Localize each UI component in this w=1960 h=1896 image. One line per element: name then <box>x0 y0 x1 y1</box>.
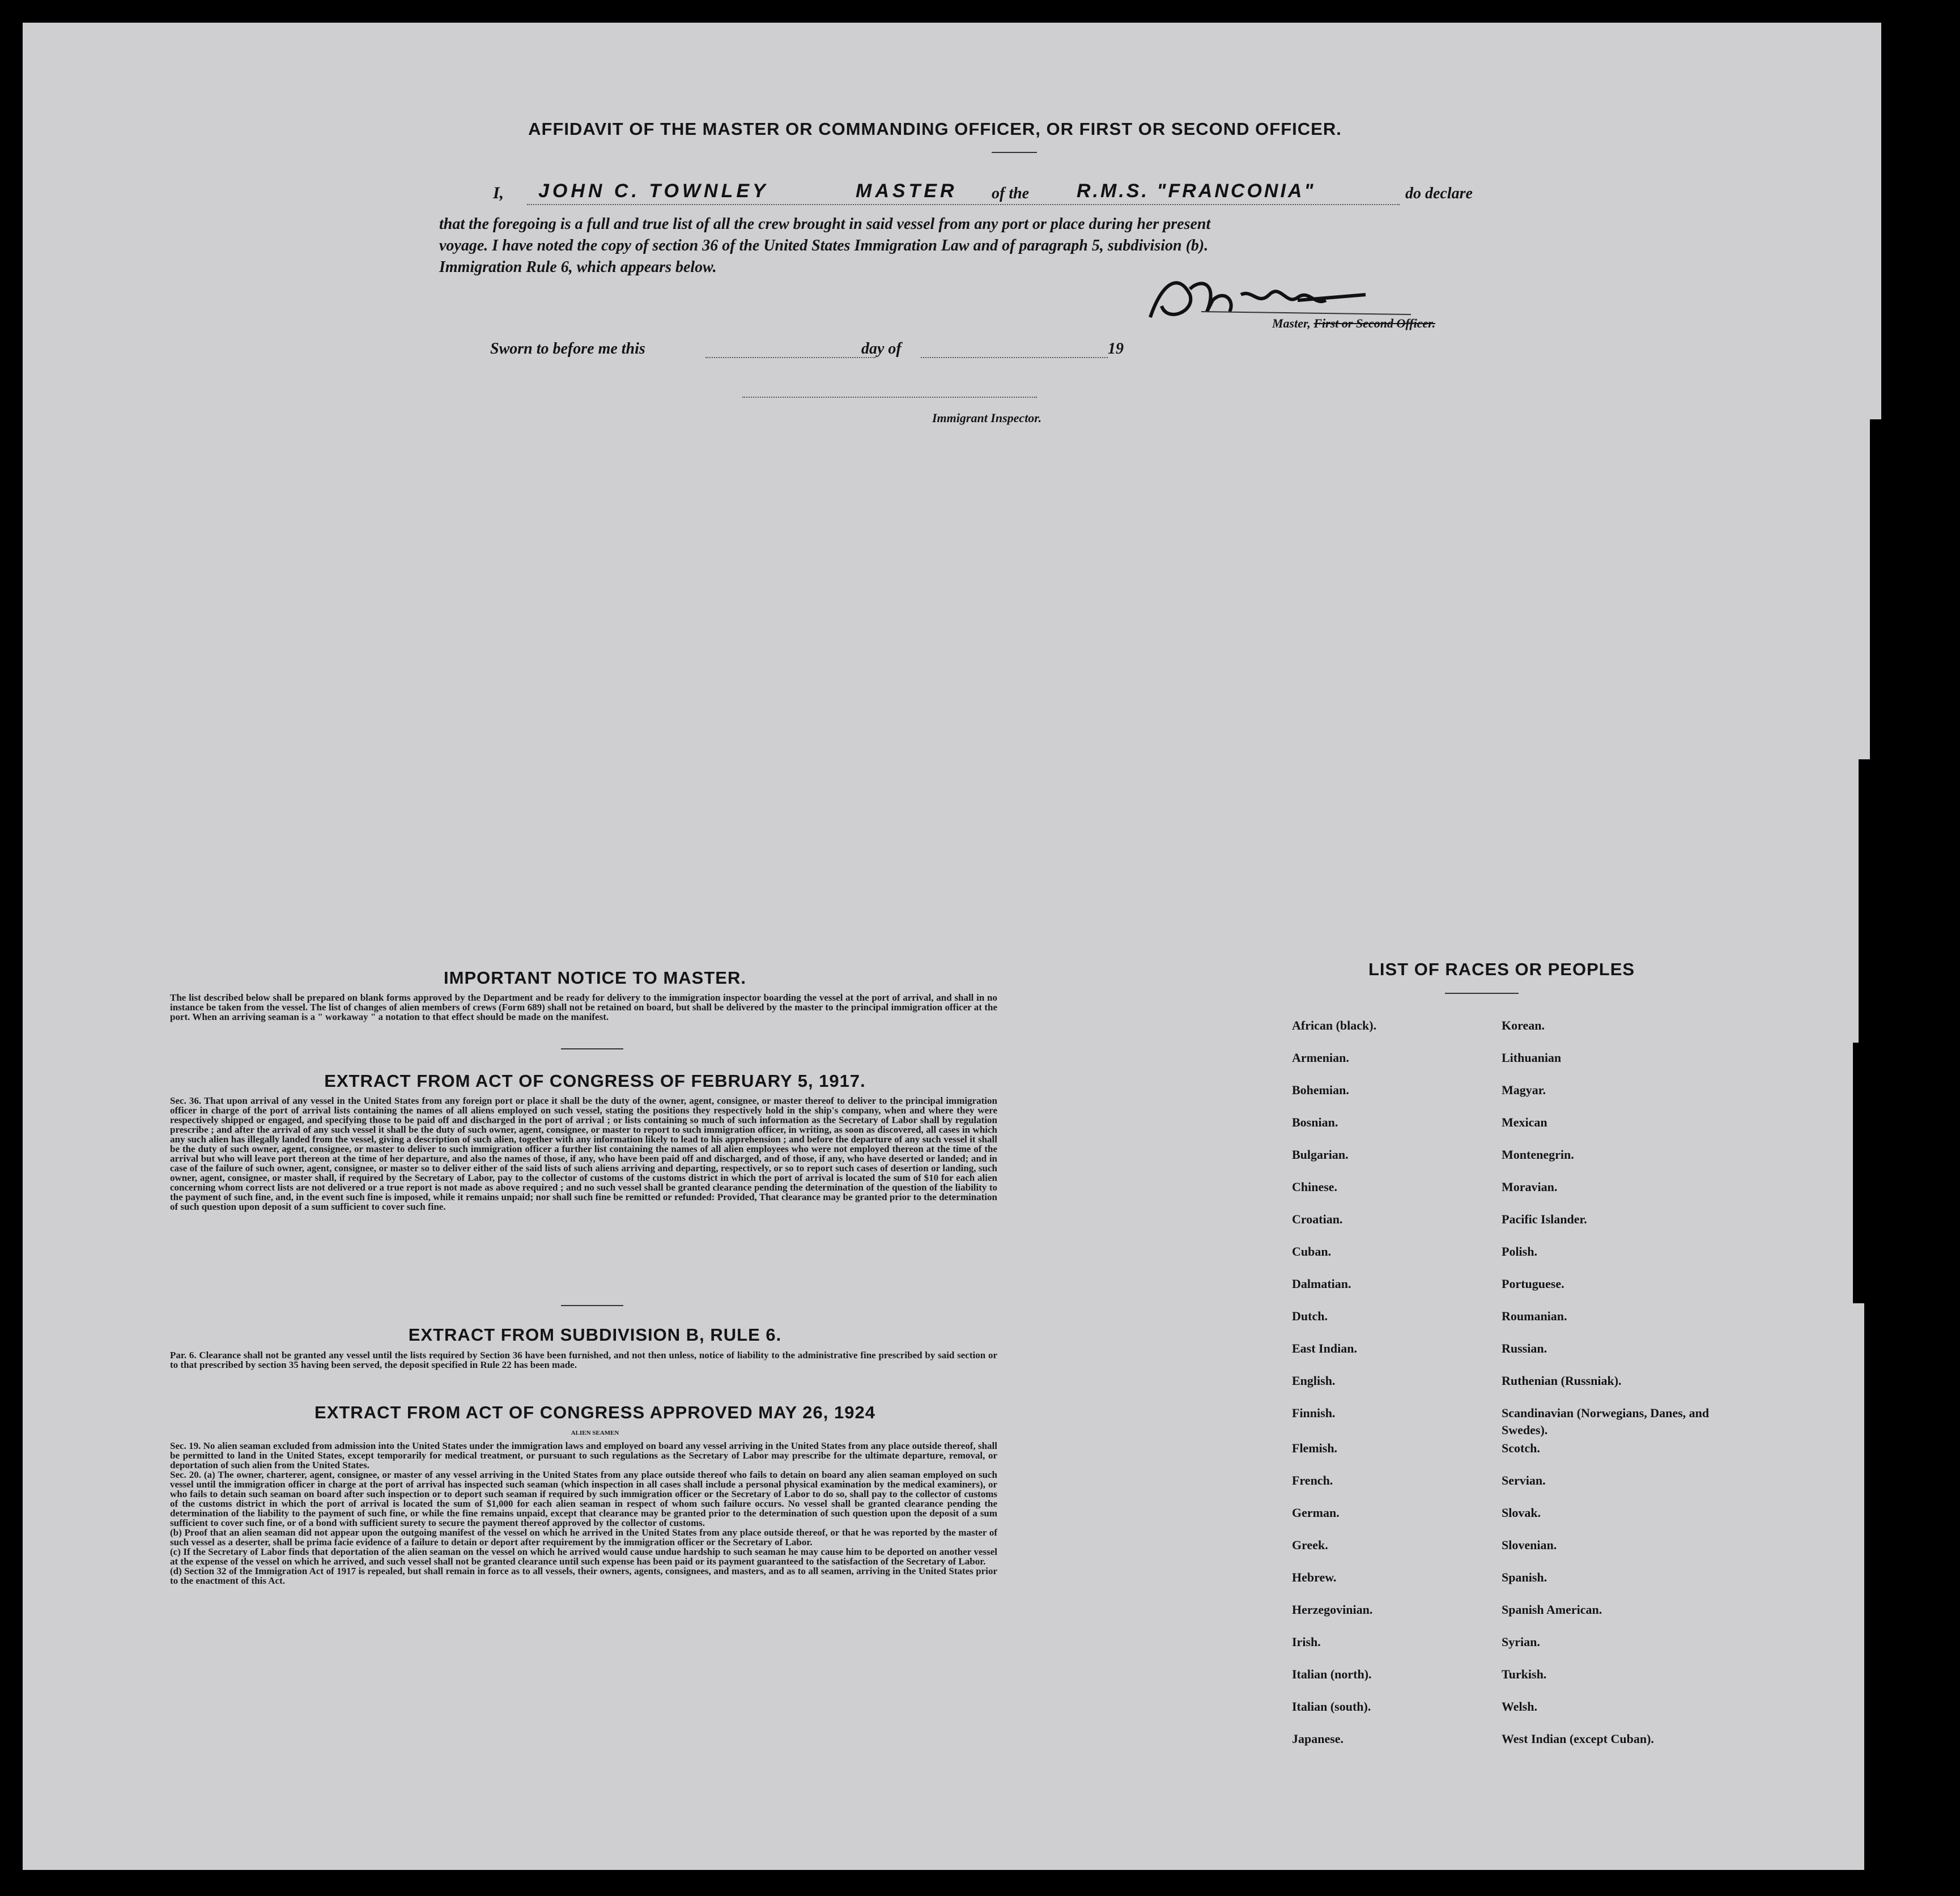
divider <box>1445 993 1519 994</box>
edge-piece <box>1853 23 1881 419</box>
sec20c-text: (c) If the Secretary of Labor finds that deportation of the alien seaman on the vessel on which he arrived would cause undue hardship to such seaman he may cause him to be deported on another vessel at the expense of the vessel on which he arrived, and such vessel shall not be granted clearance until such expense has been paid or its payment guaranteed to the satisfaction of the Secretary of Labor. <box>170 1546 997 1567</box>
master-caption: Master, <box>1272 316 1311 330</box>
race-item: Pacific Islander. <box>1502 1212 1587 1226</box>
race-item: Dutch. <box>1292 1309 1328 1323</box>
race-item: Syrian. <box>1502 1635 1540 1649</box>
sworn-label: Sworn to before me this <box>490 340 645 358</box>
races-left-column <box>1292 1017 1496 1763</box>
race-item: Mexican <box>1502 1115 1547 1129</box>
race-item: Magyar. <box>1502 1083 1546 1097</box>
sec20d-text: (d) Section 32 of the Immigration Act of 1917 is repealed, but shall remain in force as to all vessels, their owners, agents, consignees, and masters, and as to all seamen, arriving in the United States prior to the enactment of this Act. <box>170 1566 997 1586</box>
race-item: Croatian. <box>1292 1212 1343 1226</box>
inspector-signature-line <box>742 397 1037 398</box>
affidavit-heading: AFFIDAVIT OF THE MASTER OR COMMANDING OFFICER, OR FIRST OR SECOND OFFICER. <box>528 119 1342 139</box>
sec20a-text: Sec. 20. (a) The owner, charterer, agent, consignee, or master of any vessel arriving in the United States from any place outside thereof who fails to detain on board any alien seaman employed on such vessel until the immigration officer in charge at the port of arrival has inspected such seaman (which inspection in all cases shall include a personal physical examination by the medical examiners), or who fails to detain such seaman on board after such inspection or to deport such seaman if required by such immigration officer or the Secretary of Labor to do so, shall pay to the collector of customs of the customs district in which the port of arrival is located the sum of $1,000 for each alien seaman in respect of whom such failure occurs. No vessel shall be granted clearance pending the determination of the liability to the payment of such fine, or while the fine remains unpaid, except that clearance may be granted prior to the determination of such question upon the deposit of a sum sufficient to cover such fine, or of a bond with sufficient surety to secure the payment thereof approved by the collector of customs. <box>170 1469 997 1528</box>
sec20b-text: (b) Proof that an alien seaman did not appear upon the outgoing manifest of the vessel on which he arrived in the United States from any place outside thereof, or that he was reported by the master of such vessel as a deserter, shall be prima facie evidence of a failure to detain or deport after requirement by the immigration officer or the Secretary of Labor. <box>170 1527 997 1548</box>
declaration-line-1 <box>493 180 1513 209</box>
extract-1924-heading: EXTRACT FROM ACT OF CONGRESS APPROVED MAY 26, 1924 <box>314 1402 875 1422</box>
notice-heading: IMPORTANT NOTICE TO MASTER. <box>444 968 746 988</box>
declaration-line-4: Immigration Rule 6, which appears below. <box>439 258 717 276</box>
race-item: Finnish. <box>1292 1406 1336 1420</box>
race-item: Herzegovinian. <box>1292 1602 1373 1617</box>
race-item: Chinese. <box>1292 1180 1338 1194</box>
races-heading: LIST OF RACES OR PEOPLES <box>1368 959 1635 979</box>
i-word: I, <box>493 184 504 202</box>
race-item: Scotch. <box>1502 1441 1540 1455</box>
race-item: Portuguese. <box>1502 1277 1564 1291</box>
extract-1924-body <box>170 1441 997 1585</box>
race-item: Italian (north). <box>1292 1667 1372 1681</box>
race-item: Slovak. <box>1502 1506 1541 1520</box>
extract-1917-heading: EXTRACT FROM ACT OF CONGRESS OF FEBRUARY 5, 1917. <box>324 1071 866 1091</box>
day-blank <box>705 357 875 358</box>
race-item: Bohemian. <box>1292 1083 1349 1097</box>
race-item: Irish. <box>1292 1635 1321 1649</box>
race-item: Korean. <box>1502 1018 1545 1032</box>
race-item: Dalmatian. <box>1292 1277 1351 1291</box>
edge-piece <box>1853 759 1859 1043</box>
edge-piece <box>1853 1303 1864 1870</box>
year-prefix: 19 <box>1108 340 1124 358</box>
race-item: Polish. <box>1502 1244 1537 1259</box>
sec19-text: Sec. 19. No alien seaman excluded from admission into the United States under the immigration laws and employed on board any vessel arriving in the United States from any place outside thereof, shall be permitted to land in the United States, except temporarily for medical treatment, or pursuant to such regulations as the Secretary of Labor may prescribe for the ultimate departure, removal, or deportation of such alien from the United States. <box>170 1440 997 1470</box>
race-item: Cuban. <box>1292 1244 1332 1259</box>
alien-seamen-subheading: ALIEN SEAMEN <box>571 1430 619 1436</box>
race-item: Moravian. <box>1502 1180 1558 1194</box>
day-of-label: day of <box>861 340 902 358</box>
edge-piece <box>1853 419 1870 759</box>
rule6-body: Par. 6. Clearance shall not be granted any vessel until the lists required by Section 36 have been furnished, and not then unless, notice of liability to the administrative fine prescribed by said section or to that prescribed by section 35 having been served, the deposit specified in Rule 22 has been made. <box>170 1350 997 1370</box>
race-item: Turkish. <box>1502 1667 1547 1681</box>
divider <box>561 1048 623 1049</box>
month-blank <box>921 357 1108 358</box>
notice-body: The list described below shall be prepared on blank forms approved by the Department and be ready for delivery to the immigration inspector boarding the vessel at the port of arrival, and shall in no instance be taken from the vessel. The list of changes of alien members of crews (Form 689) shall not be retained on board, but shall be delivered by the master to the principal immigration officer at the port. When an arriving seaman is a " workaway " a notation to that effect should be made on the manifest. <box>170 992 997 1022</box>
race-item: Russian. <box>1502 1341 1547 1355</box>
race-item: German. <box>1292 1506 1340 1520</box>
master-title: MASTER <box>856 180 958 202</box>
divider <box>992 152 1037 153</box>
race-item: East Indian. <box>1292 1341 1357 1355</box>
race-item: Italian (south). <box>1292 1699 1371 1714</box>
race-item: Servian. <box>1502 1473 1546 1487</box>
race-item: Lithuanian <box>1502 1051 1562 1065</box>
race-item: African (black). <box>1292 1018 1377 1032</box>
race-item: Montenegrin. <box>1502 1147 1574 1162</box>
race-item: Spanish American. <box>1502 1602 1602 1617</box>
race-item: Bosnian. <box>1292 1115 1338 1129</box>
rule6-heading: EXTRACT FROM SUBDIVISION B, RULE 6. <box>408 1325 782 1345</box>
race-item: Slovenian. <box>1502 1538 1557 1552</box>
declaration-line-2: that the foregoing is a full and true list of all the crew brought in said vessel from any port or place during her present <box>439 215 1211 233</box>
race-item: Armenian. <box>1292 1051 1349 1065</box>
race-item: West Indian (except Cuban). <box>1502 1732 1654 1746</box>
race-item: Greek. <box>1292 1538 1328 1552</box>
declaration-line-3: voyage. I have noted the copy of section 36 of the United States Immigration Law and of paragraph 5, subdivision (b). <box>439 237 1209 254</box>
race-item: Welsh. <box>1502 1699 1537 1714</box>
race-item: Japanese. <box>1292 1732 1344 1746</box>
race-item: Bulgarian. <box>1292 1147 1349 1162</box>
inspector-label: Immigrant Inspector. <box>932 411 1042 425</box>
extract-1917-body: Sec. 36. That upon arrival of any vessel in the United States from any foreign port or place it shall be the duty of the owner, agent, consignee, or master thereof to deliver to the principal immigration officer in charge of the port of arrival lists containing the names of all aliens employed on such vessel, stating the positions they respectively hold in the ship's company, when and where they were respectively shipped or engaged, and specifying those to be paid off and discharged in the port of arrival ; or lists containing so much of such information as the Secretary of Labor shall by regulation prescribe ; and after the arrival of any such vessel it shall be the duty of such owner, agent, consignee, or master to report to such immigration officer, in writing, as soon as discovered, all cases in which any such alien has illegally landed from the vessel, giving a description of such alien, together with any information likely to lead to his apprehension ; and before the departure of any such vessel it shall be the duty of such owner, agent, consignee, or master to deliver to such immigration officer a further list containing the names of all alien employees who were not employed thereon at the time of the arrival but who will leave port thereon at the time of her departure, and also the names of those, if any, who have been paid off and discharged, and of those, if any, who have deserted or landed; and in case of the failure of such owner, agent, consignee, or master so to deliver either of the said lists of such aliens arriving and departing, respectively, or so to report such cases of desertion or landing, such owner, agent, consignee, or master shall, if required by the Secretary of Labor, pay to the collector of customs of the customs district in which the port of arrival is located the sum of $10 for each alien concerning whom correct lists are not delivered or a true report is not made as above required ; and no such vessel shall be granted clearance pending the determination of the question of the liability to the payment of such fine, and, in the event such fine is imposed, while it remains unpaid; nor shall such fine be remitted or refunded: Provided, That clearance may be granted prior to the determination of such question upon deposit of a sum sufficient to cover such fine. <box>170 1095 997 1212</box>
divider <box>561 1305 623 1306</box>
vessel-name: R.M.S. "FRANCONIA" <box>1077 180 1316 202</box>
sworn-line <box>490 340 1170 363</box>
race-item: French. <box>1292 1473 1333 1487</box>
race-item: English. <box>1292 1374 1336 1388</box>
race-item: Scandinavian (Norwegians, Danes, and Swedes). <box>1502 1406 1710 1437</box>
fill-line <box>527 204 1400 205</box>
do-declare-text: do declare <box>1405 185 1473 202</box>
race-item: Flemish. <box>1292 1441 1338 1455</box>
signature-caption <box>1272 316 1435 331</box>
master-name: JOHN C. TOWNLEY <box>538 180 769 202</box>
race-item: Ruthenian (Russniak). <box>1502 1374 1622 1388</box>
of-the-text: of the <box>992 185 1030 202</box>
race-item: Spanish. <box>1502 1570 1547 1584</box>
struck-officer-caption: First or Second Officer. <box>1313 316 1436 330</box>
races-right-column <box>1502 1017 1740 1763</box>
race-item: Hebrew. <box>1292 1570 1337 1584</box>
race-item: Roumanian. <box>1502 1309 1567 1323</box>
